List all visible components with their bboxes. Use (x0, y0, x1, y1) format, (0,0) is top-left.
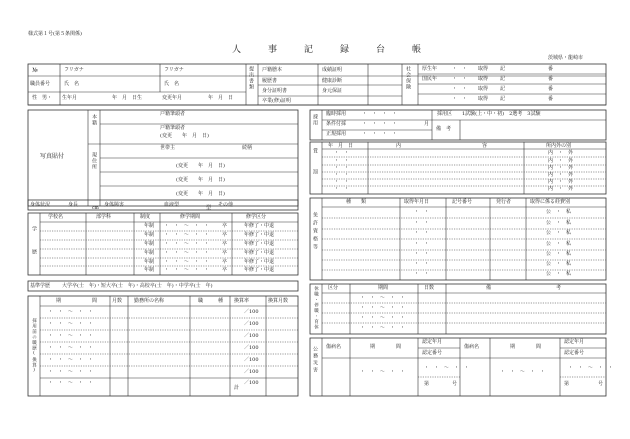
license-row-date: ・ ・ (414, 230, 430, 236)
insurance-dots-1: ・ ・ (452, 66, 468, 72)
blood-type-label: 血液型 (164, 202, 180, 208)
rewards-row-date: ・ ・ (334, 158, 350, 164)
education-row-status: 年修了・中退 (244, 267, 275, 273)
license-section-label: 免許資格等 (312, 212, 318, 252)
injury-period-2: ・ ・ ～ ・ ・ (500, 369, 546, 375)
photo-label: 写真貼付 (40, 153, 65, 160)
edu-header-status: 修学区分 (246, 214, 267, 220)
insurance-mark-2: 記 (500, 76, 506, 82)
base-education-label: 基準学歴 (30, 283, 51, 289)
education-row-graduated: 卒 (222, 250, 228, 256)
prior-row-rate: ／100 (244, 380, 259, 386)
prior-row-rate: ／100 (244, 357, 259, 363)
leave-header-note-2: 考 (556, 285, 562, 291)
insurance-no-2: 番 (548, 76, 554, 82)
rewards-row-date: ・ ・ (334, 165, 350, 171)
doc-health: 健康診断 (322, 78, 343, 84)
education-row-system: 年制 (144, 223, 155, 229)
license-row-cost-type: 公 ・ 私 (546, 251, 572, 257)
conditional-employment-label: 条件付採 (326, 121, 347, 127)
rewards-row-date: ・ ・ (334, 186, 350, 192)
honseki-label: 本籍 (91, 114, 97, 126)
injury-header-cert-no-1: 認定番号 (422, 350, 443, 356)
injury-header-cert-date-2: 認定年月 (564, 339, 585, 345)
injury-period-1: ・ ・ ～ ・ ・ (360, 369, 406, 375)
prior-header-rate: 換算率 (234, 298, 250, 304)
injury-section-label: 公務災害 (312, 346, 318, 374)
employment-note-label: 備 考 (436, 126, 452, 132)
injury-header-name-2: 傷病名 (464, 344, 480, 350)
education-row-system: 年制 (144, 250, 155, 256)
rewards-header-content-2: 容 (482, 143, 488, 149)
license-header-cost: 取得に係る経費別 (530, 199, 571, 205)
license-row-date: ・ ・ (414, 261, 430, 267)
prior-row-rate: ／100 (244, 309, 259, 315)
insurance-column-label: 社会保険 (405, 66, 411, 90)
insurance-dots-3: ・ ・ (452, 86, 468, 92)
leave-row-period: ・ ・ ～ ・ ・ (360, 325, 406, 331)
furigana-label-2: フリガナ (164, 67, 184, 73)
name-change-date: 年 月 日 (208, 95, 234, 101)
injury-cert-no-suffix-1: 号 (452, 381, 458, 387)
temp-employment-label: 臨時採用 (326, 111, 347, 117)
prior-career-section-label: 採用前の職歴(換算) (31, 318, 37, 374)
prior-header-period-2: 間 (92, 298, 98, 304)
insurance-dots-4: ・ ・ (452, 96, 468, 102)
documents-column-label: 提出書類 (248, 66, 254, 90)
staff-number-label: 職員番号 (30, 81, 51, 87)
education-row-period: ・ ・ ～ ・ ・ (164, 223, 210, 229)
license-row-cost-type: 公 ・ 私 (546, 230, 572, 236)
prior-header-workplace: 勤務所の名称 (134, 298, 165, 304)
birth-date: 年 月 日生 (112, 95, 143, 101)
injury-cert-no-prefix-2: 第 (564, 381, 570, 387)
license-header-number: 記号番号 (452, 199, 473, 205)
doc-graduation: 卒業(修)証明 (262, 98, 291, 104)
doc-koseki: 戸籍謄本 (262, 67, 283, 73)
license-row-date: ・ ・ (414, 209, 430, 215)
education-row-system: 年制 (144, 241, 155, 247)
prior-row-period: ・ ・ ～ ・ ・ (48, 321, 94, 327)
honseki-row-2: 戸籍筆頭者 (160, 125, 186, 131)
license-row-date: ・ ・ (414, 271, 430, 277)
injury-header-period-1a: 期 (370, 344, 376, 350)
rewards-row-inout: 内 ・ 外 (548, 179, 574, 185)
license-row-date: ・ ・ (414, 251, 430, 257)
sex-label: 性 男・ (32, 95, 53, 101)
prior-total-label: 計 (234, 385, 240, 391)
doc-identity: 身分証明書 (262, 88, 288, 94)
education-row-graduated: 卒 (222, 267, 228, 273)
license-row-date: ・ ・ (414, 241, 430, 247)
rewards-header-inout: 所内外の別 (546, 143, 572, 149)
name-change-label: 変更年月 (162, 95, 183, 101)
education-row-graduated: 卒 (222, 232, 228, 238)
rewards-header-date: 年 月 日 (328, 143, 354, 149)
prior-header-job-1: 職 (198, 298, 204, 304)
prior-row-period: ・ ・ ～ ・ ・ (48, 333, 94, 339)
honseki-change: (変更 年 月 日) (160, 133, 209, 139)
prior-row-period: ・ ・ ～ ・ ・ (48, 357, 94, 363)
insurance-status-3: 取得 (478, 86, 489, 92)
current-address-label: 現住所 (91, 152, 97, 170)
leave-row-period: ・ ・ ～ ・ ・ (360, 295, 406, 301)
doc-guarantee: 身元保証 (322, 88, 343, 94)
education-row-period: ・ ・ ～ ・ ・ (164, 250, 210, 256)
name-label-1: 氏 名 (64, 81, 80, 87)
rewards-header-content-1: 内 (396, 143, 402, 149)
rewards-row-inout: 内 ・ 外 (548, 158, 574, 164)
rewards-row-date: ・ ・ (334, 179, 350, 185)
form-number: 様式第１号(第５条関係) (28, 31, 82, 37)
injury-cert-no-suffix-2: 号 (598, 381, 604, 387)
rewards-row-inout: 内 ・ 外 (548, 172, 574, 178)
insurance-no-1: 番 (548, 66, 554, 72)
base-education-options: 大学卒(士 年)・短大卒(士 年)・高校卒(士 年)・中学卒(士 年) (62, 283, 213, 289)
license-row-cost-type: 公 ・ 私 (546, 220, 572, 226)
address-change-1: (変更 年 月 日) (176, 163, 225, 169)
license-header-date: 取得年月日 (404, 199, 430, 205)
rewards-row-date: ・ ・ (334, 150, 350, 156)
education-row-status: 年修了・中退 (244, 259, 275, 265)
prior-row-period: ・ ・ ～ ・ ・ (48, 380, 94, 386)
prior-row-period: ・ ・ ～ ・ ・ (48, 309, 94, 315)
disability-label: 身体障害 (104, 202, 125, 208)
education-row-system: 年制 (144, 259, 155, 265)
injury-header-period-1b: 間 (396, 344, 402, 350)
education-row-graduated: 卒 (222, 241, 228, 247)
education-row-period: ・ ・ ～ ・ ・ (164, 267, 210, 273)
prior-row-period: ・ ・ ～ ・ ・ (48, 345, 94, 351)
employment-section-label: 採用 (312, 114, 318, 126)
prior-row-period: ・ ・ ～ ・ ・ (48, 369, 94, 375)
address-change-3: (変更 年 月 日) (176, 191, 225, 197)
leave-header-days: 日数 (424, 285, 435, 291)
injury-header-period-2b: 間 (536, 344, 542, 350)
license-row-cost-type: 公 ・ 私 (546, 261, 572, 267)
edu-header-school: 学校名 (48, 214, 64, 220)
prior-row-rate: ／100 (244, 333, 259, 339)
education-row-graduated: 卒 (222, 259, 228, 265)
address-change-2: (変更 年 月 日) (176, 177, 225, 183)
injury-header-name-1: 傷病名 (326, 344, 342, 350)
rewards-row-inout: 内 ・ 外 (548, 186, 574, 192)
insurance-mark-3: 記 (500, 86, 506, 92)
prior-row-rate: ／100 (244, 345, 259, 351)
blood-type-suffix: 型 (206, 205, 212, 211)
injury-cert-no-prefix-1: 第 (424, 381, 430, 387)
education-row-period: ・ ・ ～ ・ ・ (164, 259, 210, 265)
body-status-label: 身体状況 (30, 202, 51, 208)
birth-label: 生年月 (62, 95, 78, 101)
prior-row-rate: ／100 (244, 369, 259, 375)
rewards-row-inout: 内 ・ 外 (548, 150, 574, 156)
insurance-mark-4: 記 (500, 96, 506, 102)
insurance-status-1: 取得 (478, 66, 489, 72)
conditional-employment-month: 月 (424, 121, 430, 127)
license-row-cost-type: 公 ・ 私 (546, 209, 572, 215)
relation-label: 続柄 (242, 145, 253, 151)
employment-area-label: 採用区 (437, 111, 453, 117)
rewards-row-date: ・ ・ (334, 172, 350, 178)
leave-row-period: ・ ・ ～ ・ ・ (360, 315, 406, 321)
prior-header-period-1: 期 (56, 298, 62, 304)
exam-type-options: 1試験(上・中・初) 2選考 3試験 (462, 111, 541, 117)
furigana-label-1: フリガナ (64, 67, 84, 73)
edu-header-dept: 部学科 (96, 214, 112, 220)
leave-header-note-1: 備 (486, 285, 492, 291)
education-row-status: 年修了・中退 (244, 241, 275, 247)
education-row-system: 年制 (144, 232, 155, 238)
prior-header-months: 月数 (112, 298, 123, 304)
education-row-status: 年修了・中退 (244, 223, 275, 229)
injury-cert-date-1: ・ ・ ～ ・ ・ (424, 365, 470, 371)
leave-header-category: 区分 (328, 285, 339, 291)
doc-resume: 履歴書 (262, 78, 278, 84)
license-header-issuer: 発行者 (496, 199, 512, 205)
injury-cert-date-2: ・ ・ ～ ・ ・ (568, 365, 614, 371)
license-header-type: 種 類 (346, 199, 367, 205)
cm-unit: cm (92, 206, 99, 211)
leave-row-period: ・ ・ ～ ・ ・ (360, 305, 406, 311)
prior-row-rate: ／100 (244, 321, 259, 327)
insurance-name-2: 国民年 (422, 76, 438, 82)
education-row-graduated: 卒 (222, 223, 228, 229)
prior-header-job-2: 種 (218, 298, 224, 304)
height-label: 身長 (68, 202, 79, 208)
injury-header-cert-no-2: 認定番号 (564, 350, 585, 356)
edu-header-system: 制度 (140, 214, 151, 220)
rewards-section-label: 賞罰 (312, 148, 318, 190)
license-row-cost-type: 公 ・ 私 (546, 241, 572, 247)
temp-employment-date: ・ ・ ・ ・ (362, 111, 398, 117)
insurance-no-3: 番 (548, 86, 554, 92)
insurance-status-2: 取得 (478, 76, 489, 82)
education-row-status: 年修了・中退 (244, 250, 275, 256)
injury-header-period-2a: 期 (510, 344, 516, 350)
insurance-name-1: 厚生年 (422, 66, 438, 72)
rewards-row-inout: 内 ・ 外 (548, 165, 574, 171)
no-label: № (32, 67, 38, 74)
insurance-status-4: 取得 (478, 96, 489, 102)
education-row-period: ・ ・ ～ ・ ・ (164, 241, 210, 247)
insurance-no-4: 番 (548, 96, 554, 102)
injury-header-cert-date-1: 認定年月 (422, 339, 443, 345)
edu-header-period: 修学期間 (180, 214, 201, 220)
regular-employment-date: ・ ・ ・ ・ (362, 131, 398, 137)
household-label: 世帯主 (160, 145, 176, 151)
education-section-label: 学歴 (31, 226, 37, 272)
organization-name: 茨城県・龍崎市 (548, 55, 584, 61)
conditional-employment-date: ・ ・ ・ ・ (362, 121, 398, 127)
insurance-mark-1: 記 (500, 66, 506, 72)
honseki-row-1: 戸籍筆頭者 (160, 111, 186, 117)
prior-header-conv-months: 換算月数 (268, 298, 289, 304)
regular-employment-label: 正規採用 (326, 131, 347, 137)
doc-grades: 成績証明 (322, 67, 343, 73)
insurance-dots-2: ・ ・ (452, 76, 468, 82)
form-title: 人 事 記 録 台 帳 (232, 45, 431, 55)
license-row-date: ・ ・ (414, 220, 430, 226)
name-label-2: 氏 名 (164, 81, 180, 87)
leave-section-label: 休職・停職・育休 (313, 286, 319, 330)
other-label: その他 (218, 202, 234, 208)
license-row-cost-type: 公 ・ 私 (546, 271, 572, 277)
education-row-status: 年修了・中退 (244, 232, 275, 238)
education-row-system: 年制 (144, 267, 155, 273)
education-row-period: ・ ・ ～ ・ ・ (164, 232, 210, 238)
leave-header-period: 期間 (378, 285, 389, 291)
